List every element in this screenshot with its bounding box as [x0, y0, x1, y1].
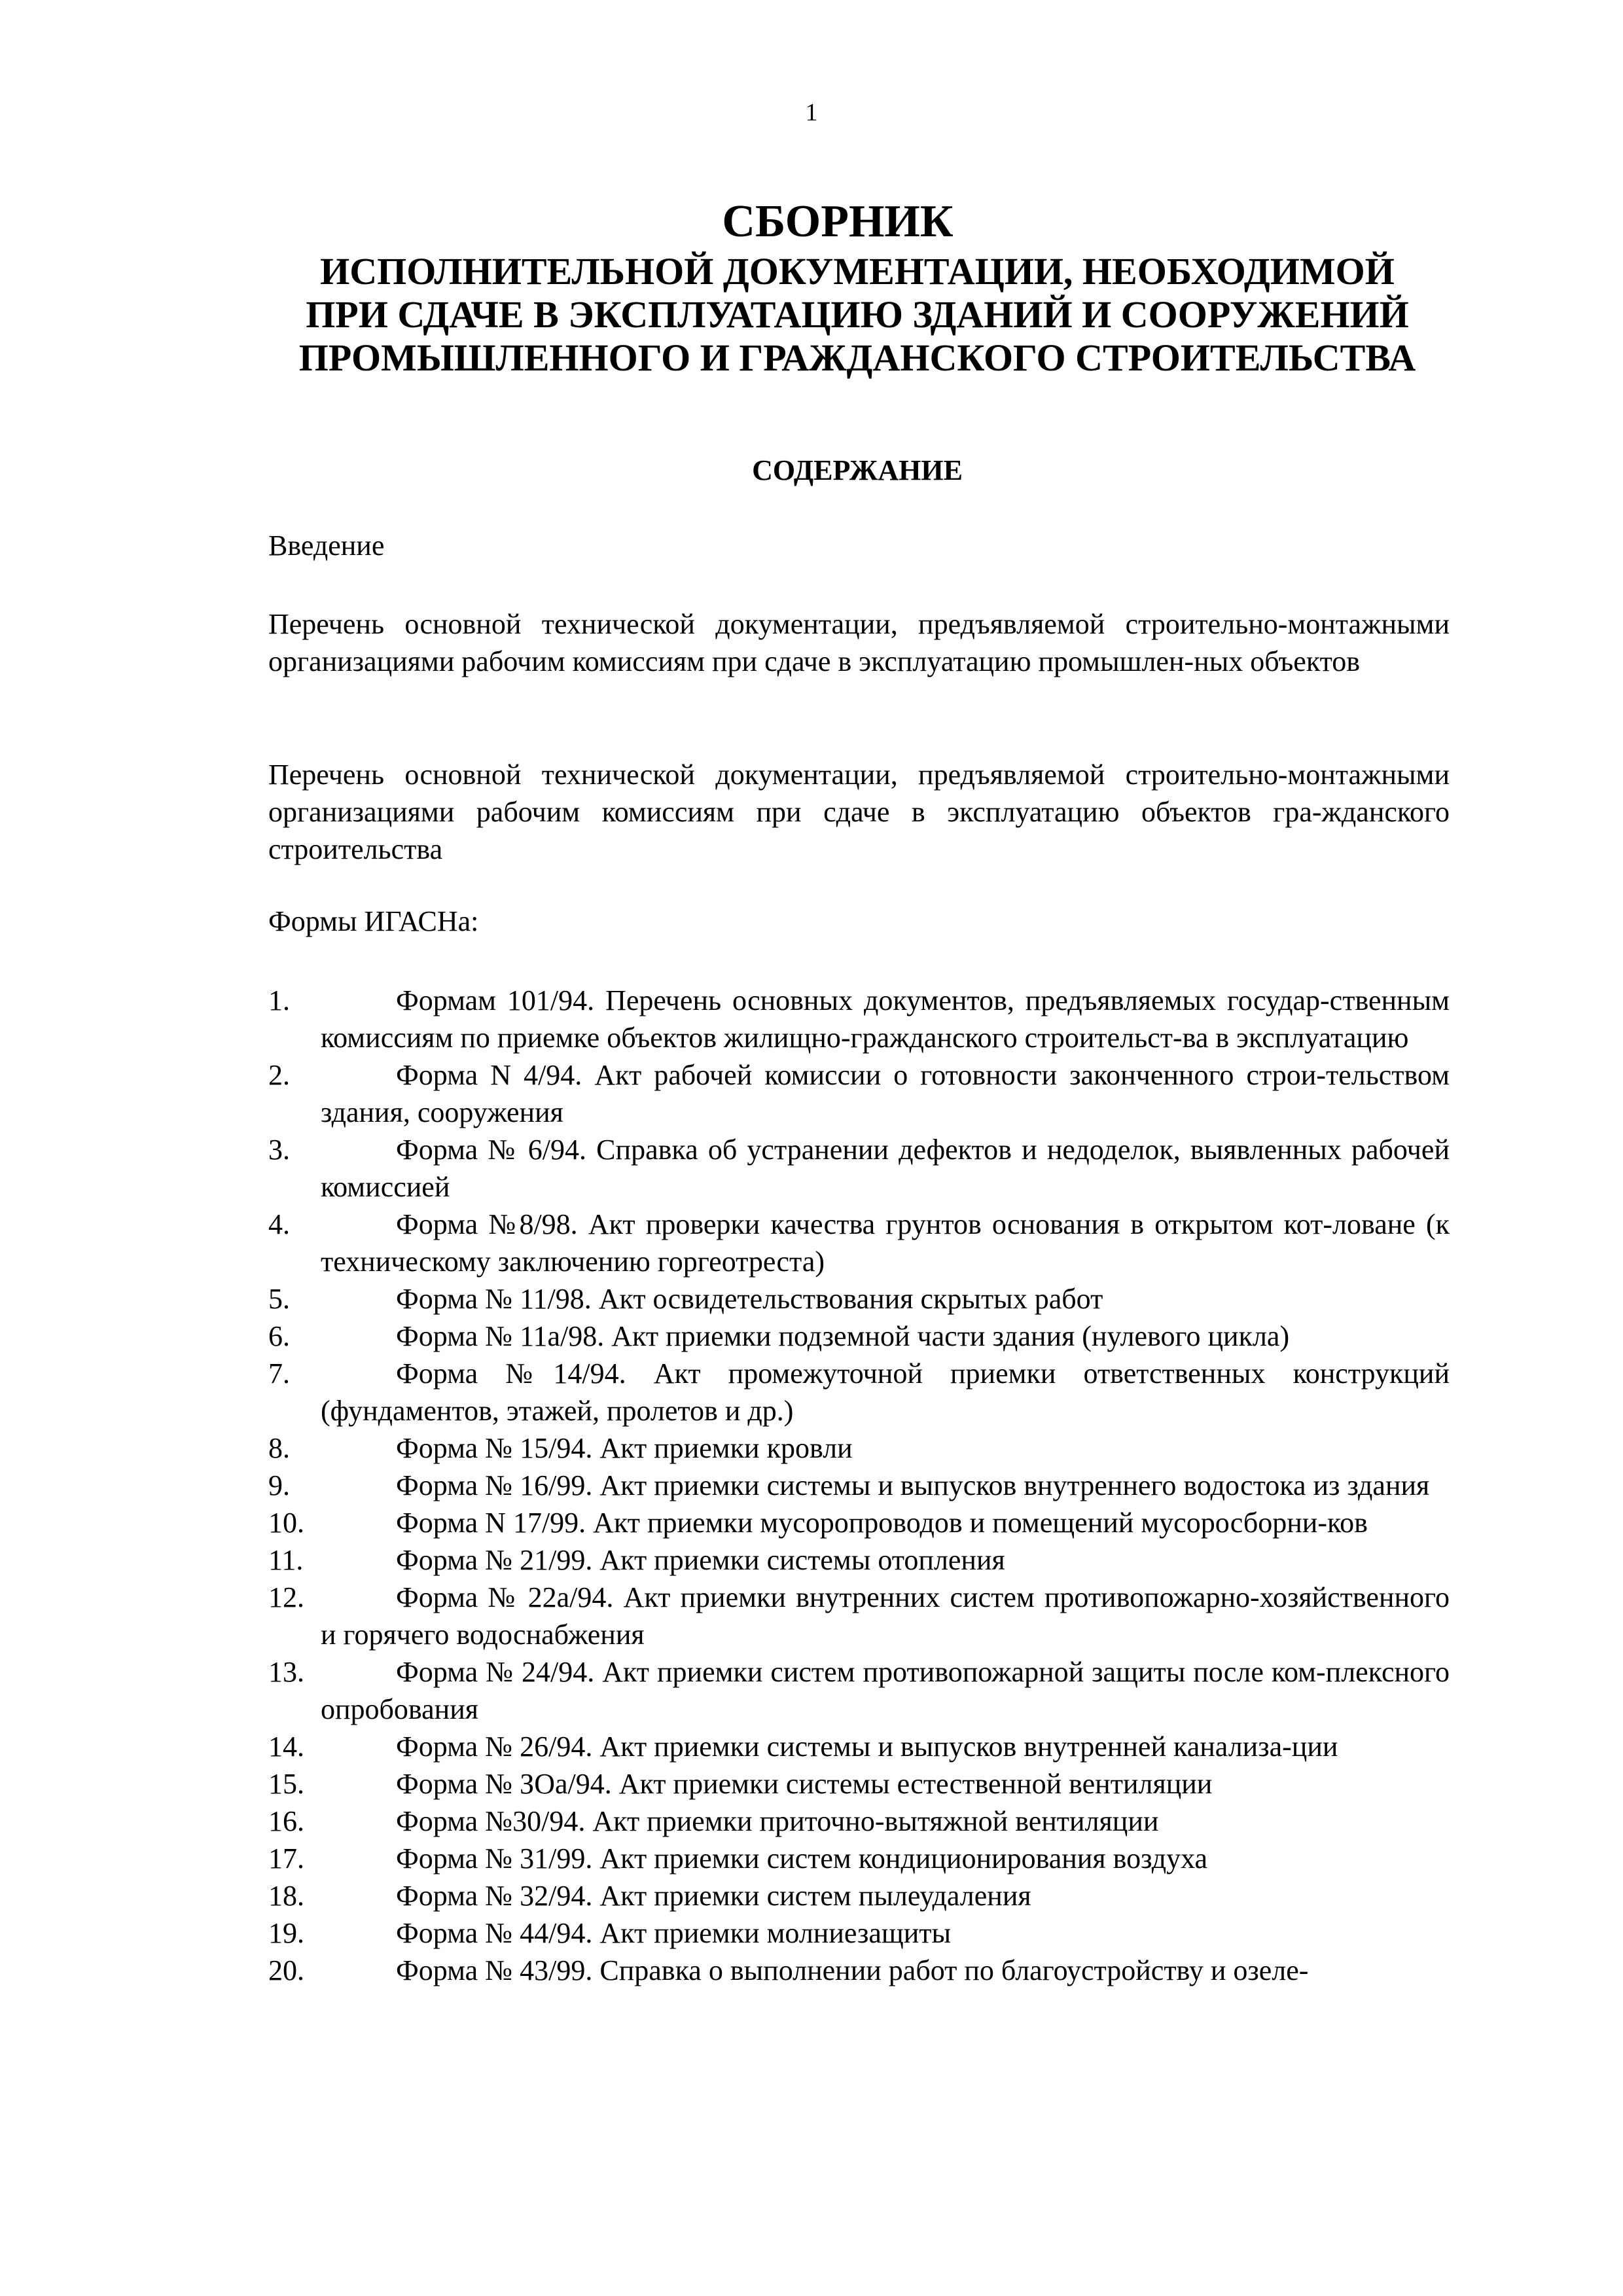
list-item [268, 1840, 1450, 1877]
list-item-number: 16. [268, 1805, 304, 1837]
list-item-number: 10. [268, 1507, 304, 1539]
list-item-number: 8. [268, 1432, 290, 1464]
list-item [268, 1318, 1450, 1355]
list-item-number: 3. [268, 1134, 290, 1166]
list-item [268, 982, 1450, 1056]
paragraph-industrial: Перечень основной технической документации, предъявляемой строительно-монтажными организациями рабочим комиссиям при сдаче в эксплуатацию промышлен-ных объектов [268, 608, 1450, 677]
list-item-text: Форма № 15/94. Акт приемки кровли [396, 1432, 853, 1464]
list-item [268, 1429, 1450, 1467]
list-item-number: 18. [268, 1880, 304, 1912]
intro-entry: Введение [268, 529, 385, 562]
title-line-2: ПРИ СДАЧЕ В ЭКСПЛУАТАЦИЮ ЗДАНИЙ И СООРУЖЕНИЙ [306, 293, 1409, 336]
list-item [268, 1131, 1450, 1206]
list-item [268, 1877, 1450, 1914]
list-item [268, 1914, 1450, 1952]
list-item-text: Форма №14/94. Акт промежуточной приемки ответственных конструкций (фундаментов, этажей, пролетов и др.) [321, 1357, 1450, 1427]
list-item-text: Форма № ЗОа/94. Акт приемки системы естественной вентиляции [396, 1768, 1213, 1800]
title-line-1: ИСПОЛНИТЕЛЬНОЙ ДОКУМЕНТАЦИИ, НЕОБХОДИМОЙ [320, 250, 1395, 293]
list-item-number: 1. [268, 984, 290, 1016]
list-item-text: Форма № 11а/98. Акт приемки подземной части здания (нулевого цикла) [396, 1320, 1290, 1352]
list-item-text: Форма № 21/99. Акт приемки системы отопления [396, 1544, 1005, 1576]
paragraph-civil: Перечень основной технической документации, предъявляемой строительно-монтажными организациями рабочим комиссиям при сдаче в эксплуатацию объектов гра-жданского строительства [268, 759, 1450, 865]
list-item-number: 17. [268, 1842, 304, 1874]
list-item-number: 15. [268, 1768, 304, 1800]
list-item [268, 1206, 1450, 1280]
list-item [268, 1056, 1450, 1131]
list-item-number: 12. [268, 1581, 304, 1613]
forms-list [268, 982, 1450, 1989]
list-item-number: 14. [268, 1731, 304, 1763]
title-main: СБОРНИК [722, 196, 954, 247]
list-item-number: 20. [268, 1954, 304, 1986]
list-item-text: Форма № 26/94. Акт приемки системы и выпусков внутренней канализа-ции [396, 1731, 1338, 1763]
list-item-text: Форма № 11/98. Акт освидетельствования скрытых работ [396, 1283, 1103, 1315]
list-item [268, 1355, 1450, 1429]
list-item-number: 2. [268, 1059, 290, 1091]
list-item-number: 13. [268, 1656, 304, 1688]
list-item-text: Форма N 4/94. Акт рабочей комиссии о готовности законченного строи-тельством здания, сооружения [321, 1059, 1450, 1128]
list-item-text: Форма №30/94. Акт приемки приточно-вытяжной вентиляции [396, 1805, 1159, 1837]
list-item-text: Форма № 32/94. Акт приемки систем пылеудаления [396, 1880, 1031, 1912]
list-item [268, 1541, 1450, 1579]
list-item-text: Форма N 17/99. Акт приемки мусоропроводов и помещений мусоросборни-ков [396, 1507, 1368, 1539]
list-item [268, 1467, 1450, 1504]
list-item-number: 5. [268, 1283, 290, 1315]
document-title [0, 194, 1623, 380]
contents-heading: СОДЕРЖАНИЕ [752, 454, 963, 486]
list-item-text: Форма № 6/94. Справка об устранении дефектов и недоделок, выявленных рабочей комиссией [321, 1134, 1450, 1203]
list-item [268, 1280, 1450, 1318]
list-item-number: 7. [268, 1357, 290, 1390]
list-item-number: 6. [268, 1320, 290, 1352]
list-item-number: 19. [268, 1917, 304, 1949]
title-line-3: ПРОМЫШЛЕННОГО И ГРАЖДАНСКОГО СТРОИТЕЛЬСТВА [298, 336, 1416, 379]
list-item-number: 11. [268, 1544, 304, 1576]
list-item [268, 1765, 1450, 1803]
list-item-text: Формам 101/94. Перечень основных документов, предъявляемых государ-ственным комиссиям по приемке объектов жилищно-гражданского строительст-ва в эксплуатацию [321, 984, 1450, 1054]
list-item-number: 9. [268, 1469, 290, 1501]
list-item-text: Форма № 24/94. Акт приемки систем противопожарной защиты после ком-плексного опробования [321, 1656, 1450, 1725]
list-item-text: Форма № 16/99. Акт приемки системы и выпусков внутреннего водостока из здания [396, 1469, 1430, 1501]
list-item [268, 1504, 1450, 1541]
list-item-text: Форма № 31/99. Акт приемки систем кондиционирования воздуха [396, 1842, 1208, 1874]
forms-heading: Формы ИГАСНа: [268, 905, 479, 937]
list-item-text: Форма № 22а/94. Акт приемки внутренних систем противопожарно-хозяйственного и горячего водоснабжения [321, 1581, 1450, 1651]
list-item [268, 1653, 1450, 1728]
list-item [268, 1952, 1450, 1989]
list-item-text: Форма №8/98. Акт проверки качества грунтов основания в открытом кот-ловане (к техническому заключению горгеотреста) [321, 1208, 1450, 1278]
list-item [268, 1728, 1450, 1765]
list-item-number: 4. [268, 1208, 290, 1240]
list-item-text: Форма № 44/94. Акт приемки молниезащиты [396, 1917, 952, 1949]
page-number: 1 [805, 99, 818, 126]
list-item-text: Форма № 43/99. Справка о выполнении работ по благоустройству и озеле- [396, 1954, 1309, 1986]
list-item [268, 1579, 1450, 1653]
list-item [268, 1803, 1450, 1840]
